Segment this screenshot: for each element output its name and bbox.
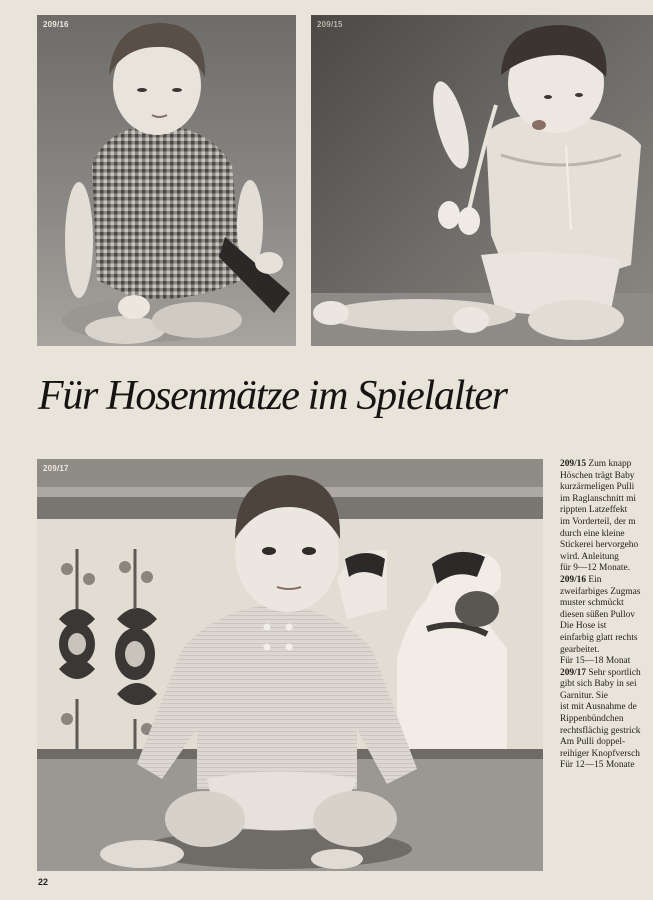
photo-code-label: 209/17: [43, 464, 69, 473]
caption-line-text: diesen süßen Pullov: [560, 609, 635, 620]
caption-line: [560, 691, 653, 703]
caption-line-text: rippten Latzeffekt: [560, 505, 628, 516]
caption-line-text: für 9—12 Monate.: [560, 563, 631, 574]
caption-line-text: Höschen trägt Baby: [560, 470, 635, 481]
caption-line: [560, 633, 653, 645]
caption-line: [560, 598, 653, 610]
caption-line: [560, 540, 653, 552]
caption-line-text: Für 12—15 Monate: [560, 760, 635, 771]
caption-item-code: 209/16: [560, 574, 587, 585]
photo-toddler-checked-sweater-image: [37, 15, 296, 346]
caption-line-text: im Raglanschnitt mi: [560, 493, 637, 504]
caption-line-text: ist mit Ausnahme de: [560, 702, 637, 713]
caption-line-text: Ein: [586, 574, 602, 585]
caption-line-text: gibt sich Baby in sei: [560, 679, 637, 690]
caption-line-text: Am Pulli doppel-: [560, 737, 626, 748]
caption-line-text: Rippenbündchen: [560, 714, 624, 725]
caption-line: [560, 760, 653, 772]
photo-baby-sweater-horse-wall: [37, 459, 543, 871]
caption-line: [560, 726, 653, 738]
caption-line: [560, 587, 653, 599]
caption-line: [560, 679, 653, 691]
caption-line: [560, 656, 653, 668]
caption-line-text: zweifarbiges Zugmas: [560, 586, 641, 597]
caption-line: [560, 563, 653, 575]
photo-baby-light-pullover-image: [311, 15, 653, 346]
caption-line: [560, 552, 653, 564]
caption-line-text: Für 15—18 Monat: [560, 656, 631, 667]
caption-line-text: durch eine kleine: [560, 528, 625, 539]
page-headline: Für Hosenmätze im Spielalter: [38, 373, 507, 419]
caption-line-text: im Vorderteil, der m: [560, 516, 636, 527]
caption-line-text: Garnitur. Sie: [560, 690, 608, 701]
photo-baby-sweater-horse-wall-image: [37, 459, 543, 871]
photo-code-label: 209/15: [317, 20, 343, 29]
caption-line: [560, 471, 653, 483]
caption-line: [560, 645, 653, 657]
caption-line: [560, 737, 653, 749]
caption-line: [560, 505, 653, 517]
caption-line-text: gearbeitet.: [560, 644, 600, 655]
caption-line: [560, 529, 653, 541]
caption-line: [560, 702, 653, 714]
caption-line: [560, 575, 653, 587]
caption-line: [560, 482, 653, 494]
caption-line: [560, 517, 653, 529]
caption-line-text: Zum knapp: [586, 459, 632, 469]
caption-item-code: 209/15: [560, 459, 587, 469]
page-number: 22: [38, 877, 49, 887]
caption-item-code: 209/17: [560, 667, 587, 678]
caption-line-text: Sehr sportlich: [586, 667, 641, 678]
photo-code-label: 209/16: [43, 20, 69, 29]
caption-line-text: wird. Anleitung: [560, 551, 619, 562]
caption-line: [560, 749, 653, 761]
photo-toddler-checked-sweater: [37, 15, 296, 346]
caption-line-text: einfarbig glatt rechts: [560, 632, 638, 643]
caption-line-text: Die Hose ist: [560, 621, 607, 632]
caption-line-text: muster schmückt: [560, 598, 624, 609]
caption-line: [560, 714, 653, 726]
caption-text: [560, 459, 653, 772]
caption-line-text: rechtsflächig gestrick: [560, 725, 641, 736]
caption-line-text: kurzärmeligen Pulli: [560, 482, 635, 493]
caption-line: [560, 610, 653, 622]
caption-line: [560, 621, 653, 633]
caption-line-text: Stickerei hervorgeho: [560, 540, 639, 551]
caption-line: [560, 459, 653, 471]
caption-line: [560, 668, 653, 680]
photo-baby-light-pullover: [311, 15, 653, 346]
caption-line: [560, 494, 653, 506]
caption-line-text: reihiger Knopfversch: [560, 748, 640, 759]
